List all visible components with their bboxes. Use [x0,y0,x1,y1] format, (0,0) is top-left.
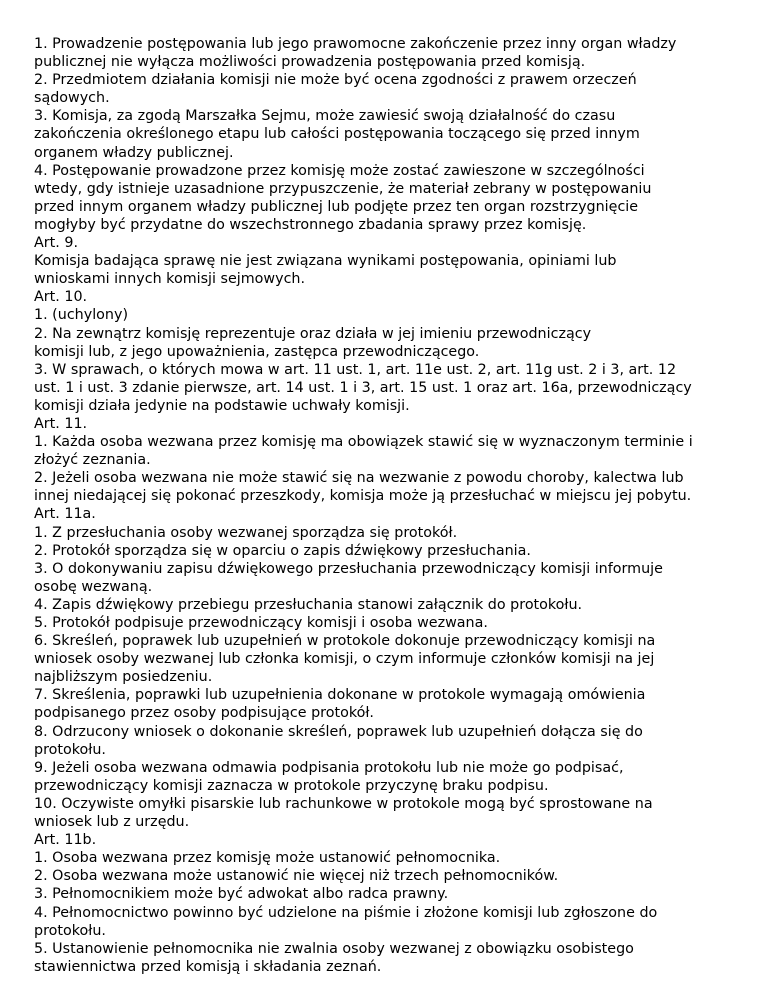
text-line: Art. 9. [34,235,78,252]
text-line: innej niedającej się pokonać przeszkody, komisja może ją przesłuchać w miejscu jej pobytu. [34,488,692,505]
text-line: zakończenia określonego etapu lub całości postępowania toczącego się przed innym [34,126,640,143]
text-line: sądowych. [34,90,110,107]
document-body [34,35,734,976]
text-line: 1. Z przesłuchania osoby wezwanej sporządza się protokół. [34,524,458,541]
text-line: wniosek osoby wezwanej lub członka komisji, o czym informuje członków komisji na jej [34,651,655,668]
text-line: osobę wezwaną. [34,578,153,595]
text-line: wnioskami innych komisji sejmowych. [34,271,306,288]
text-line: 6. Skreśleń, poprawek lub uzupełnień w protokole dokonuje przewodniczący komisji na [34,633,656,650]
text-line: Art. 11a. [34,506,96,523]
text-line: 4. Postępowanie prowadzone przez komisję może zostać zawieszone w szczególności [34,162,645,179]
text-line: ust. 1 i ust. 3 zdanie pierwsze, art. 14 ust. 1 i 3, art. 15 ust. 1 oraz art. 16a, przewodniczący [34,379,692,396]
text-line: 7. Skreślenia, poprawki lub uzupełnienia dokonane w protokole wymagają omówienia [34,687,646,704]
text-line: publicznej nie wyłącza możliwości prowadzenia postępowania przed komisją. [34,54,586,71]
text-line: 2. Na zewnątrz komisję reprezentuje oraz działa w jej imieniu przewodniczący [34,325,592,342]
text-line: Art. 10. [34,289,88,306]
text-line: mogłyby być przydatne do wszechstronnego zbadania sprawy przez komisję. [34,216,587,233]
text-line: stawiennictwa przed komisją i składania zeznań. [34,958,382,975]
text-line: złożyć zeznania. [34,452,151,469]
text-line: 10. Oczywiste omyłki pisarskie lub rachunkowe w protokole mogą być sprostowane na [34,795,653,812]
text-line: 2. Osoba wezwana może ustanowić nie więcej niż trzech pełnomocników. [34,868,559,885]
text-line: przewodniczący komisji zaznacza w protokole przyczynę braku podpisu. [34,777,549,794]
text-line: najbliższym posiedzeniu. [34,669,213,686]
text-line: podpisanego przez osoby podpisujące protokół. [34,705,374,722]
text-line: 3. W sprawach, o których mowa w art. 11 ust. 1, art. 11e ust. 2, art. 11g ust. 2 i 3, art. 12 [34,361,677,378]
text-line: protokołu. [34,741,106,758]
text-line: komisji działa jedynie na podstawie uchwały komisji. [34,397,410,414]
text-line: komisji lub, z jego upoważnienia, zastępca przewodniczącego. [34,343,480,360]
text-line: 5. Ustanowienie pełnomocnika nie zwalnia osoby wezwanej z obowiązku osobistego [34,940,634,957]
text-line: organem władzy publicznej. [34,144,234,161]
text-line: Art. 11b. [34,832,97,849]
text-line: Art. 11. [34,415,88,432]
text-line: 4. Pełnomocnictwo powinno być udzielone na piśmie i złożone komisji lub zgłoszone do [34,904,658,921]
text-line: 3. Pełnomocnikiem może być adwokat albo radca prawny. [34,886,449,903]
text-line: 1. Każda osoba wezwana przez komisję ma obowiązek stawić się w wyznaczonym terminie i [34,434,693,451]
text-line: Komisja badająca sprawę nie jest związana wynikami postępowania, opiniami lub [34,253,617,270]
text-line: 2. Jeżeli osoba wezwana nie może stawić się na wezwanie z powodu choroby, kalectwa lub [34,470,684,487]
text-line: 1. Prowadzenie postępowania lub jego prawomocne zakończenie przez inny organ władzy [34,36,677,52]
text-line: wniosek lub z urzędu. [34,814,190,831]
text-line: protokołu. [34,922,106,939]
text-line: 3. O dokonywaniu zapisu dźwiękowego przesłuchania przewodniczący komisji informuje [34,560,663,577]
text-line: przed innym organem władzy publicznej lub podjęte przez ten organ rozstrzygnięcie [34,198,639,215]
text-line: 2. Protokół sporządza się w oparciu o zapis dźwiękowy przesłuchania. [34,542,531,559]
text-line: 8. Odrzucony wniosek o dokonanie skreśleń, poprawek lub uzupełnień dołącza się do [34,723,643,740]
text-line: 4. Zapis dźwiękowy przebiegu przesłuchania stanowi załącznik do protokołu. [34,596,583,613]
text-line: wtedy, gdy istnieje uzasadnione przypuszczenie, że materiał zebrany w postępowaniu [34,180,652,197]
text-line: 1. (uchylony) [34,307,129,324]
text-line: 2. Przedmiotem działania komisji nie może być ocena zgodności z prawem orzeczeń [34,72,637,89]
text-line: 1. Osoba wezwana przez komisję może ustanowić pełnomocnika. [34,850,501,867]
text-line: 3. Komisja, za zgodą Marszałka Sejmu, może zawiesić swoją działalność do czasu [34,108,616,125]
text-line: 5. Protokół podpisuje przewodniczący komisji i osoba wezwana. [34,615,488,631]
text-line: 9. Jeżeli osoba wezwana odmawia podpisania protokołu lub nie może go podpisać, [34,759,624,776]
